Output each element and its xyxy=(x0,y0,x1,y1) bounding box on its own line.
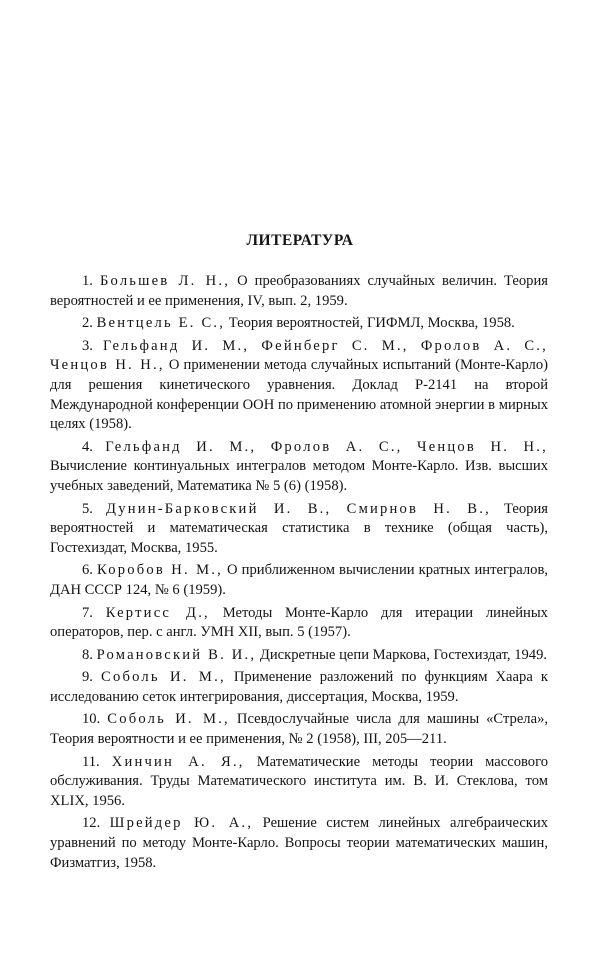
reference-text: Теория вероятностей, ГИФМЛ, Москва, 1958. xyxy=(228,315,515,332)
reference-number: 5. xyxy=(82,500,93,517)
reference-item xyxy=(50,561,548,600)
reference-text: Вычисление континуальных интегралов методом Монте-Карло. Изв. высших учебных заведений, Математика № 5 (6) (1958). xyxy=(50,458,548,494)
reference-author: Кертисс Д., xyxy=(105,604,210,621)
reference-number: 4. xyxy=(82,438,93,455)
reference-author: Романовский В. И., xyxy=(96,646,257,663)
reference-author: Хинчин А. Я., xyxy=(111,753,245,770)
reference-author: Вентцель Е. С., xyxy=(96,315,226,332)
reference-author: Соболь И. М., xyxy=(107,711,230,728)
reference-list xyxy=(50,272,548,876)
reference-text: О приближенном вычислении кратных интегралов, ДАН СССР 124, № 6 (1959). xyxy=(50,562,548,598)
reference-item xyxy=(50,814,548,873)
page-title: ЛИТЕРАТУРА xyxy=(246,232,354,249)
reference-text: Методы Монте-Карло для итерации линейных операторов, пер. с англ. УМН XII, вып. 5 (1957). xyxy=(50,604,548,641)
reference-number: 6. xyxy=(82,562,93,579)
reference-text: Применение разложений по функциям Хаара к исследованию сеток интегрирования, диссертация, Москва, 1959. xyxy=(50,669,548,705)
reference-author: Дунин-Барковский И. В., Смирнов Н. В., xyxy=(106,500,491,517)
reference-item xyxy=(50,272,548,311)
reference-number: 7. xyxy=(82,604,93,621)
reference-number: 10. xyxy=(82,711,101,728)
reference-item xyxy=(50,668,548,707)
reference-text: Решение систем линейных алгебраических уравнений по методу Монте-Карло. Вопросы теории математических машин, Физматгиз, 1958. xyxy=(50,815,549,871)
reference-author: Шрейдер Ю. А., xyxy=(109,815,254,832)
reference-author: Коробов Н. М., xyxy=(97,562,223,579)
reference-number: 12. xyxy=(82,815,101,832)
reference-text: Дискретные цепи Маркова, Гостехиздат, 1949. xyxy=(259,646,548,663)
reference-number: 2. xyxy=(82,315,93,332)
reference-number: 1. xyxy=(82,273,93,289)
reference-item xyxy=(50,710,548,749)
reference-number: 8. xyxy=(82,646,93,663)
reference-text: О применении метода случайных испытаний (Монте-Карло) для решения кинетического уравнения. Доклад Р-2141 на второй Международной конференции ООН по применению атомной энергии в мирных целях (1958). xyxy=(50,357,548,433)
reference-item xyxy=(50,337,548,435)
reference-text: Математические методы теории массового обслуживания. Труды Математического института им. В. И. Стеклова, том XLIX, 1956. xyxy=(50,753,549,809)
reference-number: 9. xyxy=(82,669,93,686)
reference-author: Большев Л. Н., xyxy=(99,273,231,289)
reference-author: Соболь И. М., xyxy=(101,669,226,686)
reference-number: 3. xyxy=(82,337,93,354)
reference-text: О преобразованиях случайных величин. Теория вероятностей и ее применения, IV, вып. 2, 1959. xyxy=(50,273,548,309)
reference-item xyxy=(50,753,548,812)
reference-author: Гельфанд И. М., Фролов А. С., Ченцов Н. Н., xyxy=(105,438,548,455)
reference-number: 11. xyxy=(82,753,100,770)
reference-text: Псевдослучайные числа для машины «Стрела», Теория вероятности и ее применения, № 2 (1958), III, 205—211. xyxy=(50,711,549,748)
reference-item xyxy=(50,604,548,643)
reference-item xyxy=(50,500,548,559)
reference-author: Гельфанд И. М., Фейнберг С. М., Фролов А. С., Ченцов Н. Н., xyxy=(50,337,549,374)
reference-item xyxy=(50,314,548,334)
reference-item xyxy=(50,438,548,497)
reference-text: Теория вероятностей и математическая статистика в технике (общая часть), Гостехиздат, Москва, 1955. xyxy=(50,500,548,556)
reference-item xyxy=(50,646,548,666)
